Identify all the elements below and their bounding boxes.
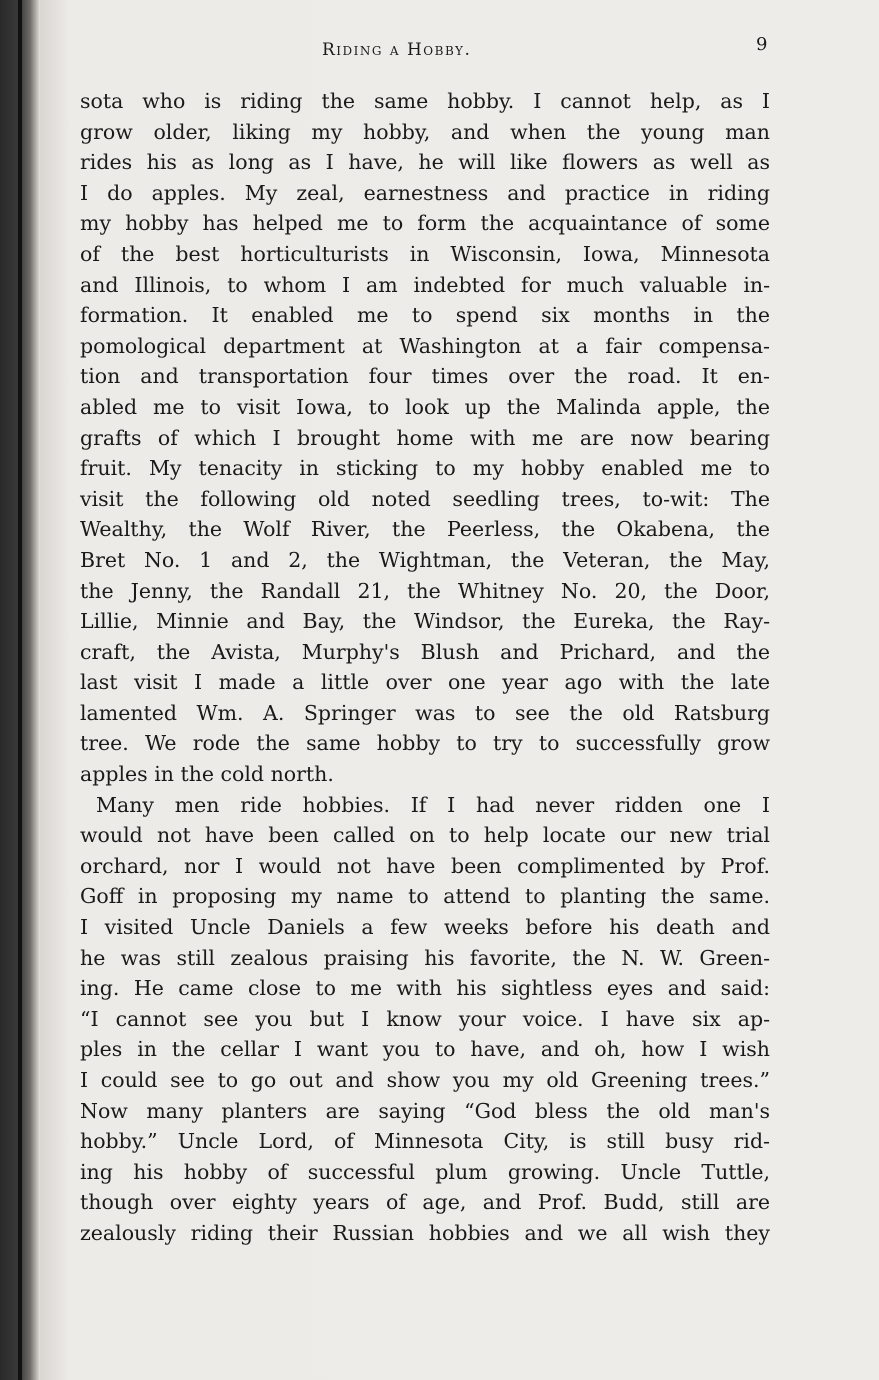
text-line: zealously riding their Russian hobbies and we all wish they <box>80 1220 770 1245</box>
text-line: I could see to go out and show you my old Greening trees.” <box>80 1068 770 1092</box>
text-line: though over eighty years of age, and Prof. Budd, still are <box>80 1190 770 1215</box>
text-line: Bret No. 1 and 2, the Wightman, the Veteran, the May, <box>80 547 770 572</box>
paragraph-2 <box>80 790 770 1249</box>
text-line: pomological department at Washington at a fair compensa- <box>80 333 770 358</box>
text-line: lamented Wm. A. Springer was to see the old Ratsburg <box>80 700 770 725</box>
text-line: tion and transportation four times over the road. It en- <box>80 364 770 389</box>
text-line: ples in the cellar I want you to have, and oh, how I wish <box>80 1037 770 1062</box>
running-title: Riding a Hobby. <box>322 40 472 60</box>
paragraph-1 <box>80 86 770 790</box>
text-line: formation. It enabled me to spend six months in the <box>80 303 770 328</box>
text-line: craft, the Avista, Murphy's Blush and Prichard, and the <box>80 639 770 664</box>
text-line: ing. He came close to me with his sightless eyes and said: <box>80 976 770 1001</box>
page-number: 9 <box>756 34 768 55</box>
text-line: abled me to visit Iowa, to look up the Malinda apple, the <box>80 394 770 419</box>
book-page <box>40 0 879 1380</box>
text-line: visit the following old noted seedling trees, to-wit: The <box>80 486 770 511</box>
text-line: I visited Uncle Daniels a few weeks before his death and <box>80 915 770 940</box>
text-line: Lillie, Minnie and Bay, the Windsor, the Eureka, the Ray- <box>80 609 770 634</box>
text-line: apples in the cold north. <box>80 762 334 787</box>
body-text <box>80 86 770 1249</box>
text-line: would not have been called on to help locate our new trial <box>80 823 770 848</box>
text-line: he was still zealous praising his favorite, the N. W. Green- <box>80 945 770 970</box>
text-line: the Jenny, the Randall 21, the Whitney No. 20, the Door, <box>80 578 770 603</box>
text-line: last visit I made a little over one year ago with the late <box>80 670 770 695</box>
text-line: ing his hobby of successful plum growing. Uncle Tuttle, <box>80 1159 770 1184</box>
text-line: Wealthy, the Wolf River, the Peerless, the Okabena, the <box>80 517 770 542</box>
text-line: rides his as long as I have, he will like flowers as well as <box>80 150 770 175</box>
text-line: and Illinois, to whom I am indebted for much valuable in- <box>80 272 770 297</box>
text-line: grafts of which I brought home with me are now bearing <box>80 425 770 450</box>
text-line: Goff in proposing my name to attend to planting the same. <box>80 884 770 909</box>
text-line: sota who is riding the same hobby. I cannot help, as I <box>80 89 770 113</box>
text-line: orchard, nor I would not have been complimented by Prof. <box>80 853 770 878</box>
text-line: I do apples. My zeal, earnestness and practice in riding <box>80 180 770 205</box>
text-line: of the best horticulturists in Wisconsin, Iowa, Minnesota <box>80 241 770 266</box>
text-line: Many men ride hobbies. If I had never ridden one I <box>96 792 770 817</box>
text-line: Now many planters are saying “God bless the old man's <box>80 1098 770 1123</box>
text-line: hobby.” Uncle Lord, of Minnesota City, is still busy rid- <box>80 1129 770 1154</box>
book-gutter-line <box>18 0 22 1380</box>
text-line: fruit. My tenacity in sticking to my hobby enabled me to <box>80 456 770 481</box>
text-line: tree. We rode the same hobby to try to successfully grow <box>80 731 770 756</box>
text-line: my hobby has helped me to form the acquaintance of some <box>80 211 770 236</box>
page-header <box>40 32 879 62</box>
text-line: grow older, liking my hobby, and when the young man <box>80 119 770 144</box>
text-line: “I cannot see you but I know your voice. I have six ap- <box>80 1006 770 1031</box>
